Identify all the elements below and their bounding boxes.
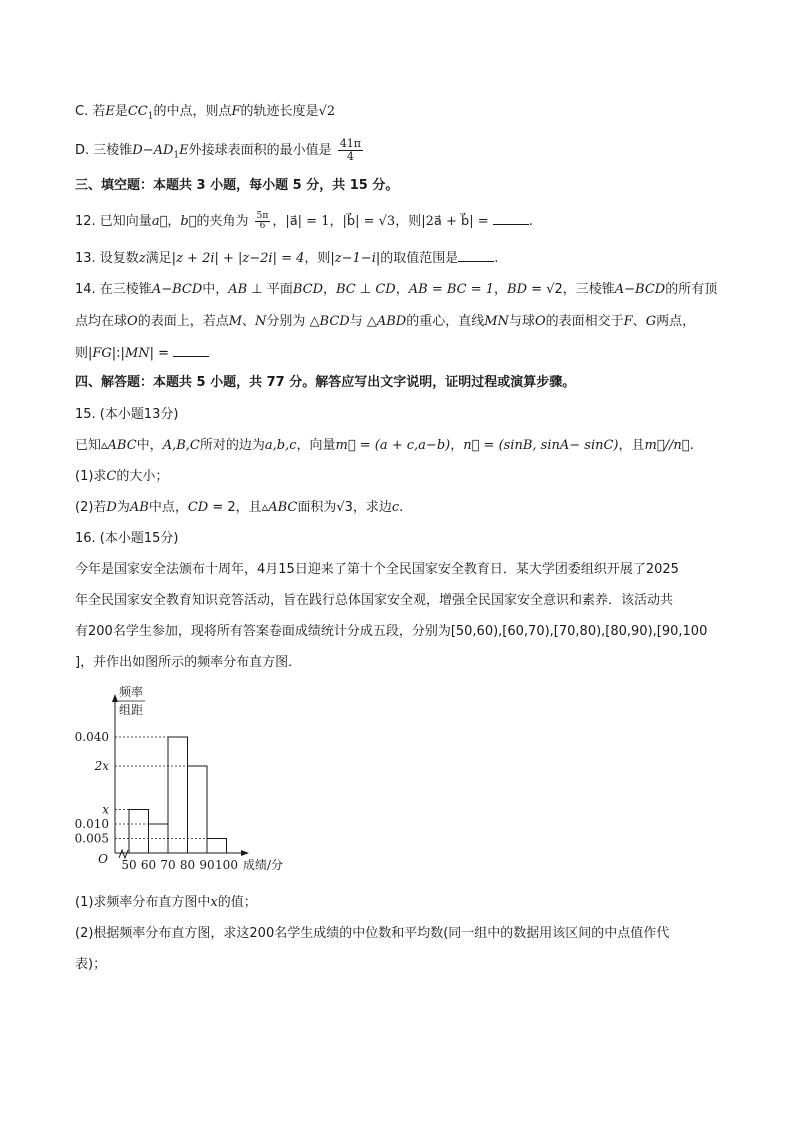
section-solve-heading: 四、解答题：本题共 5 小题，共 77 分。解答应写出文字说明，证明过程或演算步骤。	[75, 375, 576, 390]
x-axis-label: 成绩/分	[243, 858, 284, 872]
question-16-part-1: (1)求频率分布直方图中x的值；	[75, 895, 257, 910]
question-16-para-3: 有200名学生参加，现将所有答案卷面成绩统计分成五段，分别为[50,60),[60,70),[70,80),[80,90),[90,100	[75, 624, 708, 639]
question-15-heading: 15. (本小题13分)	[75, 407, 179, 422]
question-14-line-1: 14. 在三棱锥A−BCD中，AB ⊥ 平面BCD，BC ⊥ CD，AB = BC = 1，BD = √2，三棱锥A−BCD的所有顶	[75, 282, 718, 297]
y-tick-label: 0.010	[75, 817, 109, 831]
y-tick-label: 0.040	[75, 730, 109, 744]
fraction: $\frac{41\pi}{4}$	[339, 137, 362, 163]
option-c: C. 若E是$CC_1$的中点，则点F的轨迹长度是√2	[75, 104, 336, 122]
x-tick-label: 70	[160, 858, 176, 872]
histogram-bar	[168, 737, 188, 853]
question-15-stem: 已知▵ABC中，A,B,C所对的边为a,b,c，向量m⃗ = (a + c,a−b)，n⃗ = (sinB, sinA− sinC)，且m⃗//n⃗.	[75, 438, 694, 453]
y-tick-label: x	[102, 802, 109, 817]
y-axis-label-bottom: 组距	[118, 703, 144, 717]
axis-break-icon	[119, 850, 128, 858]
question-13: 13. 设复数z满足|z + 2i| + |z−2i| = 4，则|z−1−i|的取值范围是 .	[75, 247, 498, 269]
question-12: 12. 已知向量a⃗，b⃗的夹角为 $\frac{5\pi}{6}$ ，|a⃗| = 1，|b⃗| = √3，则|2a⃗ + b⃗| = .	[75, 211, 533, 231]
x-tick-label: 60	[140, 858, 157, 872]
question-16-part-2-line-2: 表)；	[75, 957, 107, 972]
histogram-bar	[188, 766, 208, 853]
question-16-para-2: 年全民国家安全教育知识竞答活动，旨在践行总体国家安全观，增强全民国家安全意识和素养．该活动共	[75, 593, 674, 608]
question-16-para-4: ]，并作出如图所示的频率分布直方图．	[75, 655, 302, 670]
histogram-bar	[207, 839, 227, 854]
question-16-para-1: 今年是国家安全法颁布十周年，4月15日迎来了第十个全民国家安全教育日．某大学团委组织开展了2025	[75, 562, 679, 577]
answer-blank[interactable]	[173, 342, 209, 357]
option-d: D. 三棱锥$D-AD_1E$外接球表面积的最小值是 $\frac{41\pi}{4}$	[75, 137, 362, 163]
answer-blank[interactable]	[458, 247, 494, 262]
x-tick-label: 90	[199, 858, 215, 872]
x-tick-label: 100	[215, 858, 238, 872]
y-tick-label: 2x	[94, 759, 109, 773]
question-14-line-3: 则|FG|:|MN| =	[75, 342, 209, 364]
section-fill-in-heading: 三、填空题：本题共 3 小题，每小题 5 分，共 15 分。	[75, 178, 399, 193]
x-tick-label: 80	[179, 858, 196, 872]
fraction: $\frac{5\pi}{6}$	[256, 211, 269, 231]
question-16-heading: 16. (本小题15分)	[75, 531, 179, 546]
question-16-part-2-line-1: (2)根据频率分布直方图，求这200名学生成绩的中位数和平均数(同一组中的数据用该区间的中点值作代	[75, 926, 670, 941]
x-axis-arrow-icon	[241, 850, 249, 856]
y-tick-label: 0.005	[75, 831, 109, 846]
question-15-part-1: (1)求C的大小；	[75, 469, 169, 484]
question-15-part-2: (2)若D为AB中点，CD = 2，且▵ABC面积为√3，求边c.	[75, 500, 404, 515]
answer-blank[interactable]	[493, 210, 529, 225]
histogram-bar	[129, 810, 149, 854]
frequency-histogram	[75, 686, 335, 881]
question-14-line-2: 点均在球O的表面上，若点M、N分别为 △BCD与 △ABD的重心，直线MN与球O的表面相交于F、G两点，	[75, 314, 696, 329]
y-axis-label-top: 频率	[118, 686, 144, 699]
x-tick-label: 50	[121, 858, 137, 872]
origin-label: O	[98, 852, 108, 866]
